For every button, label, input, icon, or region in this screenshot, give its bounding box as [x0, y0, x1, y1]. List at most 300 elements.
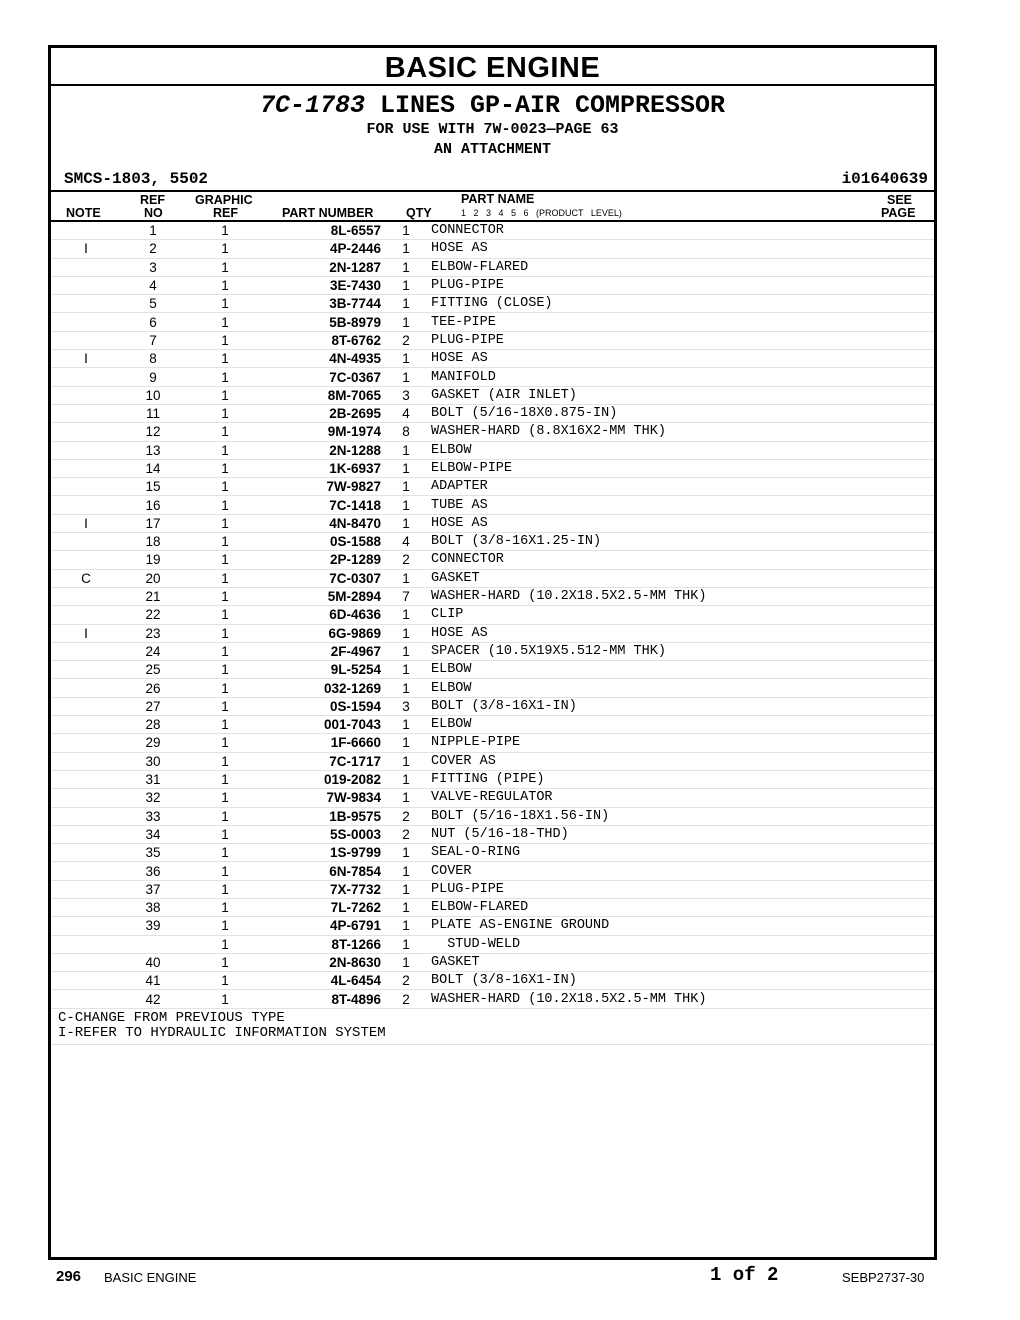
table-row — [51, 423, 934, 441]
table-row — [51, 478, 934, 496]
table-row — [51, 661, 934, 679]
part-number-cell: 8T-1266 — [265, 935, 381, 953]
part-number-cell: 7C-1418 — [265, 496, 381, 514]
parts-table-body — [51, 222, 934, 1008]
table-row — [51, 624, 934, 642]
note-cell — [51, 295, 121, 313]
notes-legend — [51, 1009, 934, 1045]
ref-number-cell: 2 — [121, 240, 185, 258]
part-number-cell: 5S-0003 — [265, 825, 381, 843]
note-cell — [51, 276, 121, 294]
part-name-cell: TUBE AS — [431, 496, 934, 514]
quantity-cell: 3 — [381, 386, 431, 404]
part-number-cell: 4N-8470 — [265, 514, 381, 532]
group-name: LINES GP-AIR COMPRESSOR — [379, 91, 726, 120]
table-row — [51, 679, 934, 697]
ref-number-cell: 34 — [121, 825, 185, 843]
graphic-ref-cell: 1 — [185, 606, 265, 624]
quantity-cell: 1 — [381, 569, 431, 587]
part-name-cell: COVER — [431, 862, 934, 880]
quantity-cell: 1 — [381, 917, 431, 935]
graphic-ref-cell: 1 — [185, 972, 265, 990]
ref-number-cell: 8 — [121, 350, 185, 368]
part-number-cell: 7C-0367 — [265, 368, 381, 386]
graphic-ref-cell: 1 — [185, 624, 265, 642]
part-name-cell: TEE-PIPE — [431, 313, 934, 331]
quantity-cell: 2 — [381, 551, 431, 569]
table-row — [51, 441, 934, 459]
footer-section: BASIC ENGINE — [104, 1270, 197, 1285]
table-row — [51, 331, 934, 349]
part-name-cell: BOLT (5/16-18X0.875-IN) — [431, 404, 934, 422]
ref-number-cell: 41 — [121, 972, 185, 990]
column-header — [51, 190, 934, 222]
note-cell — [51, 587, 121, 605]
note-cell — [51, 990, 121, 1008]
part-number-cell: 2P-1289 — [265, 551, 381, 569]
part-number-cell: 4P-2446 — [265, 240, 381, 258]
part-name-cell: VALVE-REGULATOR — [431, 789, 934, 807]
part-number-cell: 8T-4896 — [265, 990, 381, 1008]
part-name-cell: NUT (5/16-18-THD) — [431, 825, 934, 843]
part-name-cell: BOLT (3/8-16X1-IN) — [431, 972, 934, 990]
table-row — [51, 935, 934, 953]
part-number-cell: 7L-7262 — [265, 898, 381, 916]
ref-number-cell: 33 — [121, 807, 185, 825]
graphic-ref-cell: 1 — [185, 331, 265, 349]
ref-number-cell: 23 — [121, 624, 185, 642]
part-number-cell: 6D-4636 — [265, 606, 381, 624]
part-number-cell: 1B-9575 — [265, 807, 381, 825]
ref-number-cell: 10 — [121, 386, 185, 404]
note-cell — [51, 679, 121, 697]
table-row — [51, 276, 934, 294]
ref-number-cell: 40 — [121, 953, 185, 971]
note-cell — [51, 716, 121, 734]
ref-number-cell: 25 — [121, 661, 185, 679]
parts-page-frame — [48, 45, 937, 1260]
graphic-ref-cell: 1 — [185, 862, 265, 880]
quantity-cell: 2 — [381, 825, 431, 843]
graphic-ref-cell: 1 — [185, 697, 265, 715]
table-row — [51, 386, 934, 404]
table-row — [51, 789, 934, 807]
part-name-cell: WASHER-HARD (10.2X18.5X2.5-MM THK) — [431, 587, 934, 605]
graphic-ref-cell: 1 — [185, 807, 265, 825]
table-row — [51, 222, 934, 240]
graphic-ref-cell: 1 — [185, 386, 265, 404]
quantity-cell: 1 — [381, 496, 431, 514]
part-name-cell: HOSE AS — [431, 514, 934, 532]
note-cell — [51, 789, 121, 807]
quantity-cell: 2 — [381, 990, 431, 1008]
ref-number-cell: 35 — [121, 844, 185, 862]
illustration-id: i01640639 — [841, 170, 928, 188]
table-row — [51, 990, 934, 1008]
part-number-cell: 019-2082 — [265, 770, 381, 788]
part-name-cell: SPACER (10.5X19X5.512-MM THK) — [431, 642, 934, 660]
part-number-cell: 3E-7430 — [265, 276, 381, 294]
ref-number-cell: 1 — [121, 222, 185, 240]
part-number-cell: 4N-4935 — [265, 350, 381, 368]
col-part-number: PART NUMBER — [282, 206, 374, 220]
ref-number-cell: 15 — [121, 478, 185, 496]
quantity-cell: 1 — [381, 953, 431, 971]
note-cell — [51, 862, 121, 880]
part-name-cell: GASKET (AIR INLET) — [431, 386, 934, 404]
note-cell — [51, 404, 121, 422]
part-name-cell: ELBOW — [431, 679, 934, 697]
use-with-line: FOR USE WITH 7W-0023—PAGE 63 — [366, 121, 619, 138]
ref-number-cell: 4 — [121, 276, 185, 294]
col-graphic-top: GRAPHIC — [195, 193, 253, 207]
graphic-ref-cell: 1 — [185, 295, 265, 313]
graphic-ref-cell: 1 — [185, 917, 265, 935]
table-row — [51, 404, 934, 422]
note-cell — [51, 606, 121, 624]
quantity-cell: 1 — [381, 661, 431, 679]
graphic-ref-cell: 1 — [185, 734, 265, 752]
ref-number-cell: 36 — [121, 862, 185, 880]
ref-number-cell: 30 — [121, 752, 185, 770]
ref-number-cell: 37 — [121, 880, 185, 898]
part-number-cell: 9M-1974 — [265, 423, 381, 441]
quantity-cell: 1 — [381, 770, 431, 788]
graphic-ref-cell: 1 — [185, 276, 265, 294]
ref-number-cell: 14 — [121, 459, 185, 477]
graphic-ref-cell: 1 — [185, 679, 265, 697]
ref-number-cell: 27 — [121, 697, 185, 715]
part-number-cell: 6N-7854 — [265, 862, 381, 880]
graphic-ref-cell: 1 — [185, 533, 265, 551]
ref-number-cell: 31 — [121, 770, 185, 788]
graphic-ref-cell: 1 — [185, 240, 265, 258]
part-name-cell: GASKET — [431, 569, 934, 587]
note-cell — [51, 770, 121, 788]
table-row — [51, 862, 934, 880]
part-name-cell: PLATE AS-ENGINE GROUND — [431, 917, 934, 935]
page-number: 296 — [56, 1268, 82, 1285]
table-row — [51, 898, 934, 916]
group-title — [51, 92, 934, 120]
quantity-cell: 1 — [381, 441, 431, 459]
part-number-cell: 7W-9827 — [265, 478, 381, 496]
quantity-cell: 4 — [381, 533, 431, 551]
col-product-levels: 1 2 3 4 5 6 (PRODUCT LEVEL) — [461, 208, 622, 218]
graphic-ref-cell: 1 — [185, 258, 265, 276]
part-number-cell: 9L-5254 — [265, 661, 381, 679]
note-cell — [51, 953, 121, 971]
smcs-code: SMCS-1803, 5502 — [64, 170, 209, 188]
ref-number-cell: 21 — [121, 587, 185, 605]
ref-number-cell: 24 — [121, 642, 185, 660]
quantity-cell: 1 — [381, 459, 431, 477]
part-name-cell: PLUG-PIPE — [431, 276, 934, 294]
table-row — [51, 551, 934, 569]
graphic-ref-cell: 1 — [185, 661, 265, 679]
ref-number-cell: 26 — [121, 679, 185, 697]
table-row — [51, 514, 934, 532]
part-number-cell: 1K-6937 — [265, 459, 381, 477]
graphic-ref-cell: 1 — [185, 478, 265, 496]
graphic-ref-cell: 1 — [185, 423, 265, 441]
note-cell — [51, 917, 121, 935]
ref-number-cell: 20 — [121, 569, 185, 587]
part-number-cell: 6G-9869 — [265, 624, 381, 642]
note-cell: C — [51, 569, 121, 587]
part-name-cell: SEAL-O-RING — [431, 844, 934, 862]
ref-number-cell: 3 — [121, 258, 185, 276]
quantity-cell: 1 — [381, 368, 431, 386]
part-name-cell: ELBOW-FLARED — [431, 258, 934, 276]
part-number-cell: 2F-4967 — [265, 642, 381, 660]
quantity-cell: 1 — [381, 679, 431, 697]
table-row — [51, 770, 934, 788]
col-graphic-bottom: REF — [213, 206, 238, 220]
graphic-ref-cell: 1 — [185, 350, 265, 368]
table-row — [51, 752, 934, 770]
part-name-cell: HOSE AS — [431, 240, 934, 258]
col-part-name: PART NAME — [461, 192, 535, 206]
legend-item: I-REFER TO HYDRAULIC INFORMATION SYSTEM — [58, 1024, 386, 1041]
quantity-cell: 1 — [381, 734, 431, 752]
col-ref-top: REF — [140, 193, 165, 207]
quantity-cell: 1 — [381, 222, 431, 240]
ref-number-cell: 22 — [121, 606, 185, 624]
note-cell — [51, 844, 121, 862]
part-name-cell: NIPPLE-PIPE — [431, 734, 934, 752]
ref-number-cell: 9 — [121, 368, 185, 386]
graphic-ref-cell: 1 — [185, 953, 265, 971]
table-row — [51, 569, 934, 587]
part-name-cell: FITTING (CLOSE) — [431, 295, 934, 313]
group-number: 7C-1783 — [259, 91, 365, 120]
ref-number-cell: 32 — [121, 789, 185, 807]
part-name-cell: BOLT (5/16-18X1.56-IN) — [431, 807, 934, 825]
table-row — [51, 587, 934, 605]
part-name-cell: HOSE AS — [431, 350, 934, 368]
graphic-ref-cell: 1 — [185, 990, 265, 1008]
part-number-cell: 7W-9834 — [265, 789, 381, 807]
note-cell: I — [51, 240, 121, 258]
quantity-cell: 1 — [381, 642, 431, 660]
note-cell — [51, 496, 121, 514]
part-name-cell: PLUG-PIPE — [431, 880, 934, 898]
quantity-cell: 1 — [381, 752, 431, 770]
ref-number-cell: 7 — [121, 331, 185, 349]
table-row — [51, 697, 934, 715]
quantity-cell: 1 — [381, 240, 431, 258]
ref-number-cell: 17 — [121, 514, 185, 532]
quantity-cell: 8 — [381, 423, 431, 441]
graphic-ref-cell: 1 — [185, 825, 265, 843]
part-number-cell: 8M-7065 — [265, 386, 381, 404]
graphic-ref-cell: 1 — [185, 551, 265, 569]
quantity-cell: 1 — [381, 276, 431, 294]
table-row — [51, 459, 934, 477]
part-number-cell: 2N-1287 — [265, 258, 381, 276]
part-name-cell: ELBOW — [431, 716, 934, 734]
part-name-cell: WASHER-HARD (10.2X18.5X2.5-MM THK) — [431, 990, 934, 1008]
part-number-cell: 7C-0307 — [265, 569, 381, 587]
table-row — [51, 258, 934, 276]
table-row — [51, 844, 934, 862]
note-cell — [51, 972, 121, 990]
part-number-cell: 4L-6454 — [265, 972, 381, 990]
note-cell — [51, 935, 121, 953]
note-cell — [51, 898, 121, 916]
note-cell — [51, 661, 121, 679]
part-name-cell: WASHER-HARD (8.8X16X2-MM THK) — [431, 423, 934, 441]
part-number-cell: 5B-8979 — [265, 313, 381, 331]
part-name-cell: ELBOW-PIPE — [431, 459, 934, 477]
part-name-cell: ELBOW — [431, 661, 934, 679]
legend-item: C-CHANGE FROM PREVIOUS TYPE — [58, 1009, 285, 1026]
quantity-cell: 1 — [381, 258, 431, 276]
note-cell — [51, 825, 121, 843]
note-cell — [51, 368, 121, 386]
part-number-cell: 1F-6660 — [265, 734, 381, 752]
part-number-cell: 2B-2695 — [265, 404, 381, 422]
note-cell — [51, 533, 121, 551]
table-row — [51, 606, 934, 624]
graphic-ref-cell: 1 — [185, 935, 265, 953]
note-cell: I — [51, 514, 121, 532]
part-number-cell: 0S-1588 — [265, 533, 381, 551]
part-name-cell: CONNECTOR — [431, 551, 934, 569]
graphic-ref-cell: 1 — [185, 222, 265, 240]
part-name-cell: FITTING (PIPE) — [431, 770, 934, 788]
graphic-ref-cell: 1 — [185, 587, 265, 605]
ref-number-cell: 19 — [121, 551, 185, 569]
quantity-cell: 3 — [381, 697, 431, 715]
part-number-cell: 4P-6791 — [265, 917, 381, 935]
quantity-cell: 2 — [381, 331, 431, 349]
part-name-cell: PLUG-PIPE — [431, 331, 934, 349]
table-row — [51, 295, 934, 313]
graphic-ref-cell: 1 — [185, 880, 265, 898]
page-of-count: 1 of 2 — [710, 1264, 779, 1286]
quantity-cell: 2 — [381, 972, 431, 990]
part-number-cell: 7X-7732 — [265, 880, 381, 898]
table-row — [51, 350, 934, 368]
table-row — [51, 734, 934, 752]
note-cell — [51, 880, 121, 898]
table-row — [51, 496, 934, 514]
quantity-cell: 1 — [381, 844, 431, 862]
part-name-cell: ELBOW-FLARED — [431, 898, 934, 916]
part-number-cell: 2N-1288 — [265, 441, 381, 459]
graphic-ref-cell: 1 — [185, 313, 265, 331]
ref-number-cell: 38 — [121, 898, 185, 916]
part-number-cell: 5M-2894 — [265, 587, 381, 605]
part-name-cell: STUD-WELD — [431, 935, 934, 953]
note-cell — [51, 258, 121, 276]
quantity-cell: 1 — [381, 350, 431, 368]
quantity-cell: 7 — [381, 587, 431, 605]
quantity-cell: 1 — [381, 789, 431, 807]
note-cell — [51, 478, 121, 496]
table-row — [51, 533, 934, 551]
ref-number-cell: 42 — [121, 990, 185, 1008]
note-cell — [51, 386, 121, 404]
part-number-cell: 2N-8630 — [265, 953, 381, 971]
note-cell — [51, 222, 121, 240]
note-cell: I — [51, 624, 121, 642]
col-see-bottom: PAGE — [881, 206, 916, 220]
graphic-ref-cell: 1 — [185, 898, 265, 916]
parts-table — [51, 222, 934, 1009]
quantity-cell: 1 — [381, 880, 431, 898]
table-row — [51, 917, 934, 935]
ref-number-cell: 29 — [121, 734, 185, 752]
quantity-cell: 1 — [381, 898, 431, 916]
table-row — [51, 825, 934, 843]
part-name-cell: ELBOW — [431, 441, 934, 459]
quantity-cell: 1 — [381, 606, 431, 624]
part-name-cell: GASKET — [431, 953, 934, 971]
section-title: BASIC ENGINE — [51, 48, 934, 86]
ref-number-cell: 28 — [121, 716, 185, 734]
quantity-cell: 1 — [381, 624, 431, 642]
graphic-ref-cell: 1 — [185, 404, 265, 422]
col-qty: QTY — [406, 206, 432, 220]
graphic-ref-cell: 1 — [185, 569, 265, 587]
part-number-cell: 3B-7744 — [265, 295, 381, 313]
note-cell: I — [51, 350, 121, 368]
table-row — [51, 642, 934, 660]
part-number-cell: 001-7043 — [265, 716, 381, 734]
quantity-cell: 1 — [381, 478, 431, 496]
graphic-ref-cell: 1 — [185, 770, 265, 788]
quantity-cell: 1 — [381, 935, 431, 953]
part-name-cell: BOLT (3/8-16X1-IN) — [431, 697, 934, 715]
smcs-row — [51, 168, 934, 190]
note-cell — [51, 313, 121, 331]
graphic-ref-cell: 1 — [185, 368, 265, 386]
table-row — [51, 313, 934, 331]
ref-number-cell: 16 — [121, 496, 185, 514]
quantity-cell: 1 — [381, 295, 431, 313]
note-cell — [51, 807, 121, 825]
part-name-cell: MANIFOLD — [431, 368, 934, 386]
ref-number-cell: 6 — [121, 313, 185, 331]
table-row — [51, 972, 934, 990]
table-row — [51, 880, 934, 898]
part-name-cell: HOSE AS — [431, 624, 934, 642]
col-see-top: SEE — [887, 193, 913, 207]
note-cell — [51, 423, 121, 441]
table-row — [51, 240, 934, 258]
quantity-cell: 1 — [381, 514, 431, 532]
ref-number-cell: 18 — [121, 533, 185, 551]
note-cell — [51, 459, 121, 477]
graphic-ref-cell: 1 — [185, 789, 265, 807]
page-footer — [0, 1264, 1020, 1288]
ref-number-cell: 12 — [121, 423, 185, 441]
note-cell — [51, 752, 121, 770]
graphic-ref-cell: 1 — [185, 752, 265, 770]
part-name-cell: CLIP — [431, 606, 934, 624]
graphic-ref-cell: 1 — [185, 496, 265, 514]
note-cell — [51, 734, 121, 752]
note-cell — [51, 331, 121, 349]
graphic-ref-cell: 1 — [185, 716, 265, 734]
graphic-ref-cell: 1 — [185, 459, 265, 477]
note-cell — [51, 642, 121, 660]
part-number-cell: 8T-6762 — [265, 331, 381, 349]
part-number-cell: 7C-1717 — [265, 752, 381, 770]
